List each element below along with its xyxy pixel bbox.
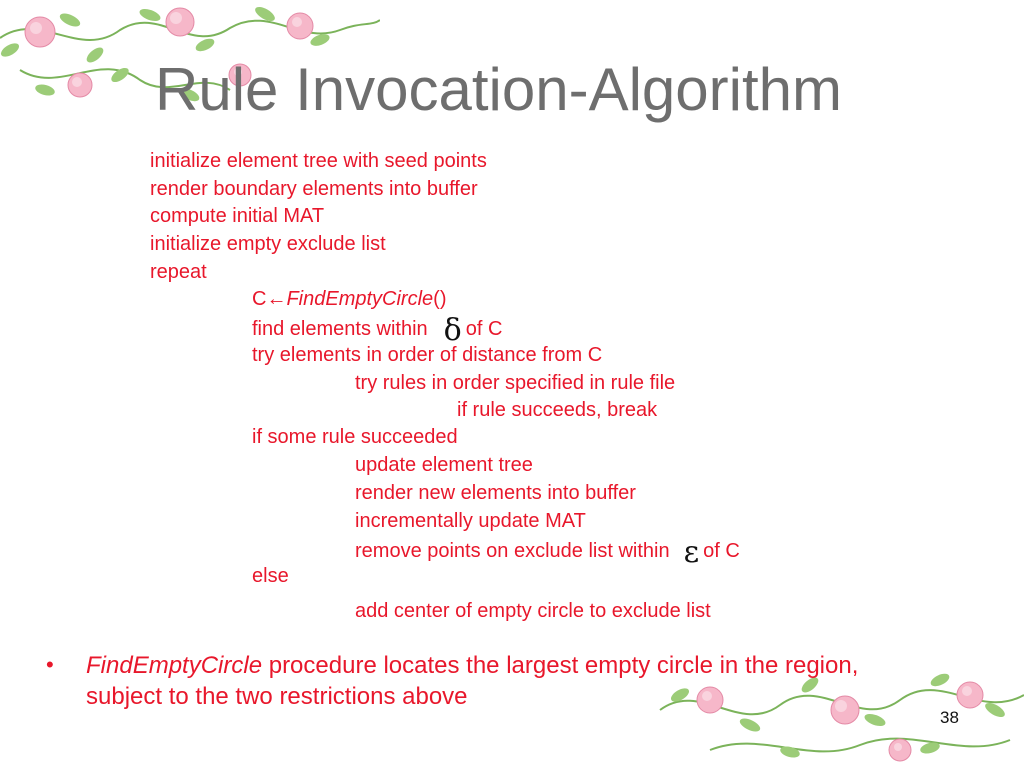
algo-line: initialize element tree with seed points	[150, 150, 487, 172]
assign-prefix: C←	[252, 288, 287, 310]
algo-line: add center of empty circle to exclude list	[355, 600, 711, 622]
line-text: find elements within	[252, 318, 428, 340]
algo-line: if some rule succeeded	[252, 426, 458, 448]
algo-line: try elements in order of distance from C	[252, 344, 603, 366]
algo-line: render boundary elements into buffer	[150, 178, 478, 200]
algo-line-epsilon	[355, 535, 740, 570]
algo-line: render new elements into buffer	[355, 482, 636, 504]
page-number: 38	[940, 708, 959, 727]
bullet-body: procedure locates the largest empty circle in the region, subject to the two restrictions above	[86, 652, 859, 710]
algo-line: update element tree	[355, 454, 533, 476]
delta-symbol: δ	[443, 313, 462, 348]
algo-line: initialize empty exclude list	[150, 233, 386, 255]
algo-line-delta	[252, 313, 503, 348]
algo-line: try rules in order specified in rule file	[355, 372, 676, 394]
bullet-function-name: FindEmptyCircle	[86, 652, 263, 679]
algo-line: else	[252, 565, 289, 587]
line-text: remove points on exclude list within	[355, 540, 670, 562]
epsilon-symbol: ε	[683, 535, 700, 570]
line-suffix: of C	[703, 540, 740, 562]
algo-line-find-empty-circle	[252, 289, 446, 309]
algo-line: repeat	[150, 261, 207, 283]
slide-title: Rule Invocation-Algorithm	[155, 56, 842, 123]
line-suffix: of C	[465, 318, 503, 340]
bullet-marker: •	[46, 652, 54, 677]
bullet-text	[86, 650, 926, 712]
algo-line: compute initial MAT	[150, 205, 325, 227]
algo-line: incrementally update MAT	[355, 510, 586, 532]
algo-line: if rule succeeds, break	[457, 399, 658, 421]
function-name: FindEmptyCircle	[286, 288, 434, 310]
call-parens: ()	[433, 288, 447, 310]
